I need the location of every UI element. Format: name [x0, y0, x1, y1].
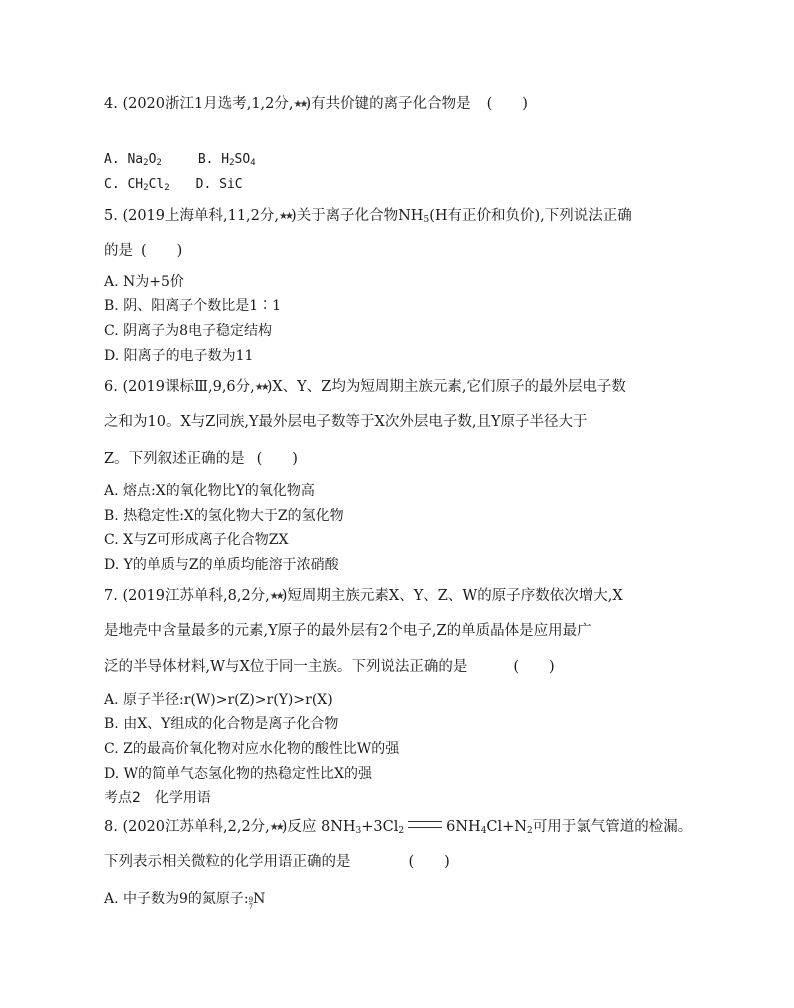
q6-stem-line2: 之和为10。X与Z同族,Y最外层电子数等于X次外层电子数,且Y原子半径大于: [104, 414, 588, 430]
q5-option-c: C. 阴离子为8电子稳定结构: [104, 323, 273, 339]
difficulty-stars-icon: ★★: [279, 211, 291, 222]
q6-stem-line1: 6. (2019课标Ⅲ,9,6分,★★)X、Y、Z均为短周期主族元素,它们原子的最外层电子数: [104, 379, 626, 395]
q5-option-b: B. 阴、阳离子个数比是1∶1: [104, 298, 282, 314]
q5-stem-line2: 的是 ( ): [104, 243, 183, 259]
q5-stem-line1: 5. (2019上海单科,11,2分,★★)关于离子化合物$NH_5(H$有正价和负价),下列说法正确: [104, 208, 632, 225]
q7-stem-line2: 是地壳中含量最多的元素,Y原子的最外层有2个电子,Z的单质晶体是应用最广: [104, 623, 592, 639]
q4-option-d: D. SiC: [195, 177, 243, 192]
q5-option-d: D. 阳离子的电子数为11: [104, 348, 254, 364]
q6-option-b: B. 热稳定性:X的氢化物大于Z的氢化物: [104, 508, 344, 524]
q4-stem: 4. (2020浙江1月选考,1,2分,★★)有共价键的离子化合物是 ( ): [104, 96, 528, 112]
answer-blank: ( ): [256, 451, 298, 467]
q7-option-d: D. W的简单气态氢化物的热稳定性比X的强: [104, 766, 372, 782]
difficulty-stars-icon: ★★: [269, 591, 282, 602]
q7-stem-line1: 7. (2019江苏单科,8,2分,★★)短周期主族元素X、Y、Z、W的原子序数依次增大,X: [104, 588, 623, 604]
q7-option-a: A. 原子半径:r(W)>r(Z)>r(Y)>r(X): [104, 692, 333, 708]
q4-option-c: C. $CH_2Cl_2$: [104, 177, 170, 193]
nuclide-notation: 9 7: [248, 896, 254, 911]
q6-option-d: D. Y的单质与Z的单质均能溶于浓硝酸: [104, 557, 339, 573]
q4-options-row1: [104, 151, 256, 172]
difficulty-stars-icon: ★★: [293, 99, 306, 110]
q8-option-a: A. 中子数为9的氮原子: 9 7 N: [104, 891, 266, 911]
answer-blank: ( ): [141, 243, 183, 259]
q7-option-b: B. 由X、Y组成的化合物是离子化合物: [104, 716, 339, 732]
reaction-equals-icon: [408, 821, 442, 828]
q6-option-c: C. X与Z可形成离子化合物ZX: [104, 532, 289, 548]
section-heading: 考点2 化学用语: [104, 790, 211, 806]
q7-stem-line3: 泛的半导体材料,W与X位于同一主族。下列说法正确的是 ( ): [104, 659, 555, 675]
q6-stem-line3: Z。下列叙述正确的是 ( ): [104, 451, 298, 467]
q6-option-a: A. 熔点:X的氧化物比Y的氧化物高: [104, 483, 315, 499]
answer-blank: ( ): [408, 854, 450, 870]
difficulty-stars-icon: ★★: [254, 382, 267, 393]
answer-blank: ( ): [486, 96, 528, 112]
q4-option-b: B. $H_2SO_4$: [197, 152, 256, 168]
difficulty-stars-icon: ★★: [269, 822, 282, 833]
q5-option-a: A. N为+5价: [104, 274, 184, 290]
answer-blank: ( ): [513, 659, 555, 675]
q4-options-row2: [104, 176, 243, 197]
q7-option-c: C. Z的最高价氧化物对应水化物的酸性比W的强: [104, 741, 400, 757]
q4-option-a: A. $Na_2O_2$: [104, 152, 162, 168]
q8-stem-line2: 下列表示相关微粒的化学用语正确的是 ( ): [104, 854, 450, 870]
q8-stem-line1: 8. (2020江苏单科,2,2分,★★)反应 $8NH_3+3Cl_2$ $6NH_4Cl+N_2$可用于氯气管道的检漏。: [104, 819, 693, 836]
